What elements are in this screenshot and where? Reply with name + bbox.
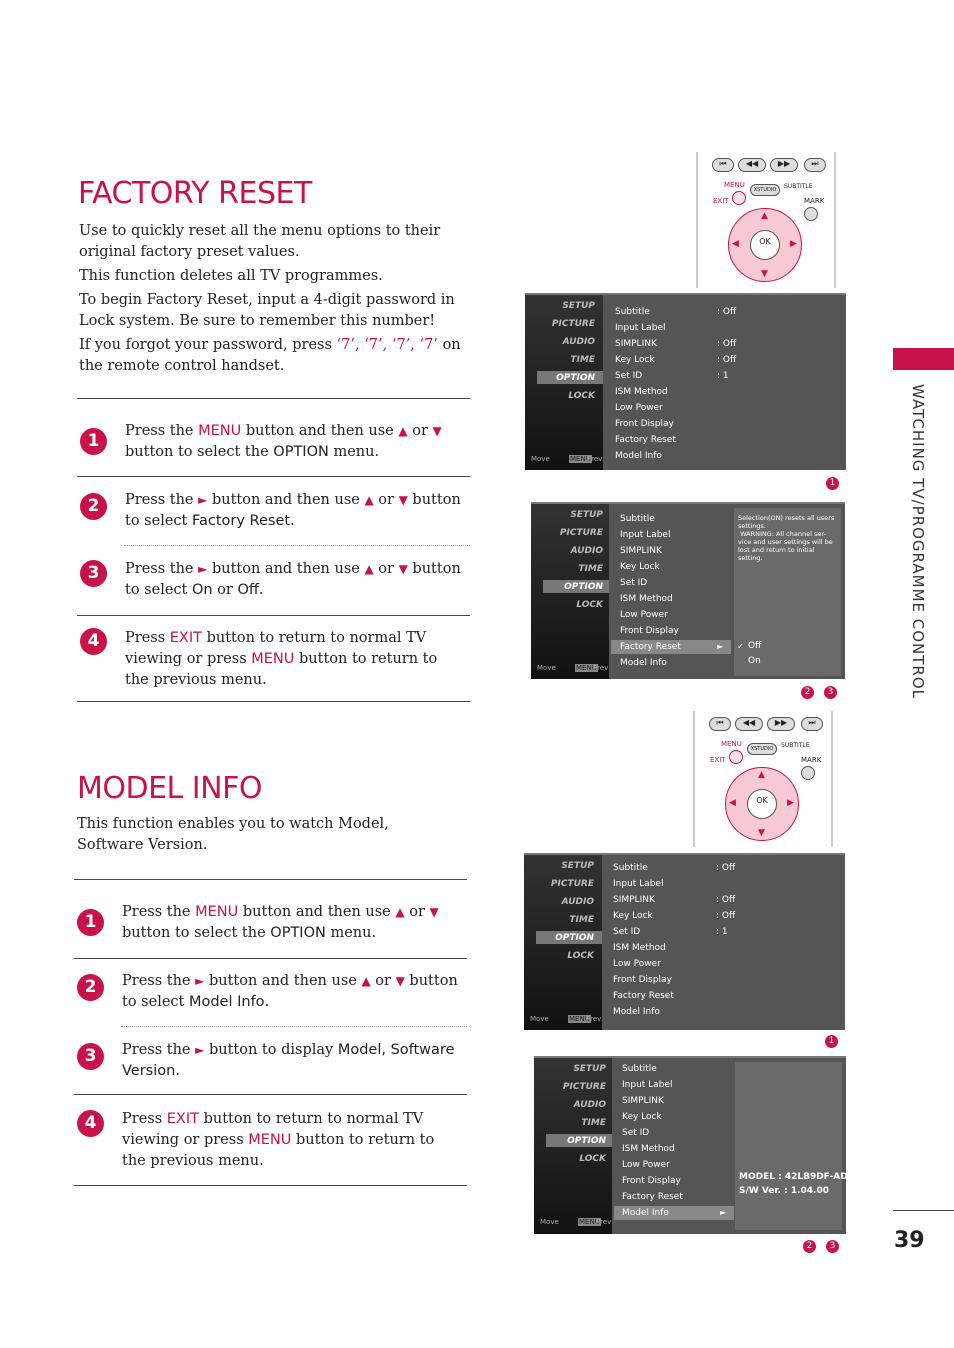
subtitle-label: SUBTITLE [781,742,810,749]
factory-step-3: Press the ► button and then use ▲ or ▼ button to select On or Off. [125,561,461,598]
xstudio-button: XSTUDIO [747,743,777,755]
factory-reset-note: Selection(ON) resets all users settings. WARNING: All channel ser-vice and user settings will be lost and return to initial setting. [738,514,835,562]
factory-reset-intro [79,221,484,380]
rewind-icon: ◀◀ [738,158,766,172]
exit-label: EXIT [713,197,729,205]
intro-paragraph: This function deletes all TV programmes. [79,268,383,284]
skip-end-icon: ⏭ [801,717,823,731]
menu-label: MENU [721,740,742,748]
step-number: 4 [77,1110,104,1137]
factory-reset-screen: SETUP PICTURE AUDIO TIME OPTION LOCK Move MENU Prev Subtitle Input Label SIMPLINK Key Lock Set ID ISM Method Low Power Front Display Factory Reset ► Model Info Selection(ON) resets all users settings. WARNING: All channel ser-vice and user settings will be lost and return to initial setting. ✓ Off On [531,502,845,679]
option-menu-screen: SETUP PICTURE AUDIO TIME OPTION LOCK Move MENU Prev Subtitle : Off Input Label SIMPLINK : Off Key Lock : Off Set ID : 1 ISM Method Low Power Front Display Factory Reset Model Info [524,853,845,1030]
navigation-pad: OK ▲ ▼ ◀ ▶ [728,208,802,282]
model-name: MODEL : 42LB9DF-AD [739,1172,848,1182]
exit-label: EXIT [710,756,726,764]
model-info-title: MODEL INFO [77,771,262,806]
model-step-4: Press EXIT button to return to normal TV viewing or press MENU button to return to the previous menu. [122,1111,435,1169]
factory-step-2: Press the ► button and then use ▲ or ▼ button to select Factory Reset. [125,492,461,529]
navigation-pad: OK ▲ ▼ ◀ ▶ [725,767,799,841]
mark-label: MARK [804,197,825,205]
factory-step-1: Press the MENU button and then use ▲ or ▼ button to select the OPTION menu. [125,423,442,460]
model-info-intro: This function enables you to watch Model, Software Version. [77,816,389,853]
rewind-start-icon: ⏮ [709,717,731,731]
step-number: 4 [80,628,107,655]
remote-illustration [696,152,836,288]
rewind-icon: ◀◀ [735,717,763,731]
remote-illustration [693,711,833,847]
step-number: 2 [80,493,107,520]
software-version: S/W Ver. : 1.04.00 [739,1186,829,1196]
chapter-label: WATCHING TV/PROGRAMME CONTROL [909,384,927,700]
forward-icon: ▶▶ [767,717,795,731]
xstudio-button: XSTUDIO [750,184,780,196]
skip-end-icon: ⏭ [804,158,826,172]
model-step-1: Press the MENU button and then use ▲ or ▼ button to select the OPTION menu. [122,904,439,941]
menu-label: MENU [724,181,745,189]
intro-paragraph: To begin Factory Reset, input a 4-digit password in Lock system. Be sure to remember this number! [79,292,455,329]
factory-reset-title: FACTORY RESET [78,176,312,211]
option-menu-screen: SETUP PICTURE AUDIO TIME OPTION LOCK Move MENU Prev Subtitle : Off Input Label SIMPLINK : Off Key Lock : Off Set ID : 1 ISM Method Low Power Front Display Factory Reset Model Info [525,293,846,470]
rewind-start-icon: ⏮ [712,158,734,172]
step-number: 2 [77,974,104,1001]
model-step-2: Press the ► button and then use ▲ or ▼ button to select Model Info. [122,973,458,1010]
forward-icon: ▶▶ [770,158,798,172]
step-number: 3 [77,1043,104,1070]
step-number: 1 [80,428,107,455]
intro-paragraph: If you forgot your password, press ‘7’, ‘7’, ‘7’, ‘7’ on the remote control handset. [79,337,461,374]
check-icon: ✓ [737,642,744,651]
mark-label: MARK [801,756,822,764]
page-number: 39 [894,1228,925,1253]
subtitle-label: SUBTITLE [784,183,813,190]
step-number: 1 [77,909,104,936]
chapter-tab [893,348,954,370]
step-number: 3 [80,560,107,587]
factory-step-4: Press EXIT button to return to normal TV viewing or press MENU button to return to the previous menu. [125,630,438,688]
model-step-3: Press the ► button to display Model, Software Version. [122,1042,455,1079]
model-info-screen: SETUP PICTURE AUDIO TIME OPTION LOCK Move MENU Prev Subtitle Input Label SIMPLINK Key Lock Set ID ISM Method Low Power Front Display Factory Reset Model Info ► MODEL : 42LB9DF-AD S/W Ver. : 1.04.00 [534,1056,846,1234]
intro-paragraph: Use to quickly reset all the menu options to their original factory preset values. [79,223,441,260]
password-code: ‘7’, ‘7’, ‘7’, ‘7’ [336,337,438,353]
ok-button: OK [747,789,777,819]
ok-button: OK [750,230,780,260]
